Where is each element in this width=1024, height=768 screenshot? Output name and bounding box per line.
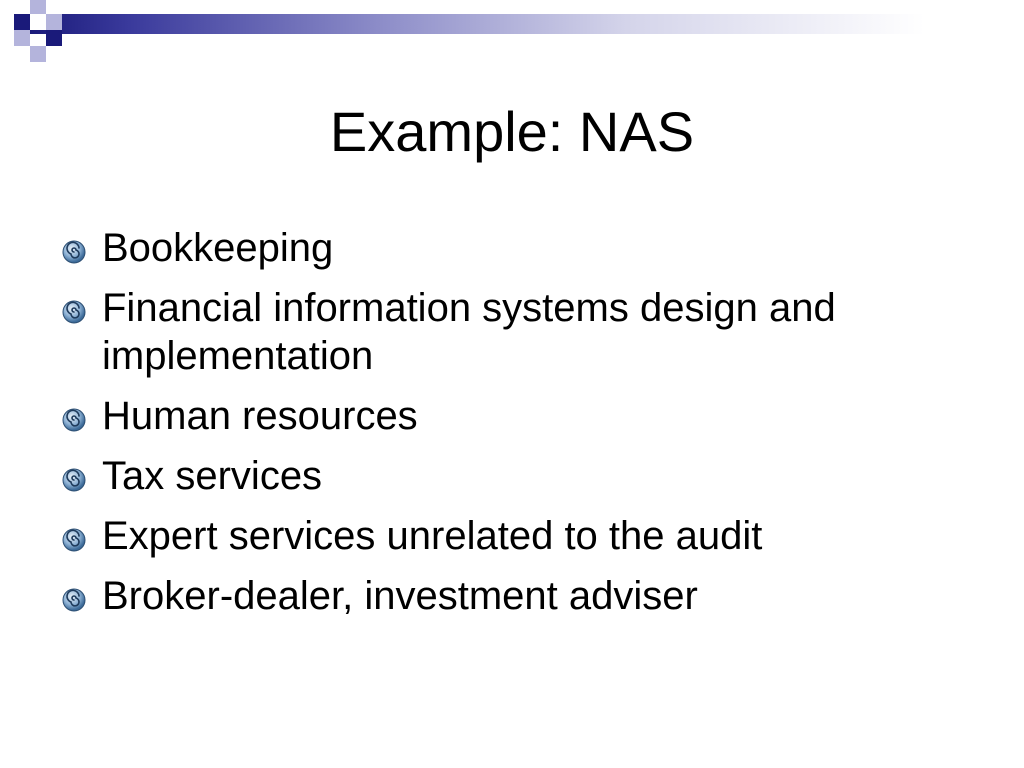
deco-square	[14, 14, 30, 30]
swirl-bullet-icon	[60, 526, 88, 554]
deco-square	[14, 30, 30, 46]
deco-square	[30, 46, 46, 62]
swirl-bullet-icon	[60, 466, 88, 494]
header-decoration	[0, 0, 1024, 64]
header-gradient-bar	[30, 14, 1024, 34]
bullet-item	[60, 572, 980, 620]
deco-square	[46, 14, 62, 30]
swirl-bullet-icon	[60, 406, 88, 434]
slide-title: Example: NAS	[329, 100, 695, 163]
bullet-text: Human resources	[102, 394, 418, 438]
bullet-text: Bookkeeping	[102, 226, 334, 270]
bullet-item	[60, 512, 980, 560]
bullet-item	[60, 224, 980, 272]
bullet-item	[60, 452, 980, 500]
bullet-text: Broker-dealer, investment adviser	[102, 574, 698, 618]
bullet-text: Expert services unrelated to the audit	[102, 514, 763, 558]
swirl-bullet-icon	[60, 586, 88, 614]
bullet-item	[60, 284, 980, 380]
bullet-list	[60, 224, 980, 632]
bullet-item	[60, 392, 980, 440]
bullet-text: Tax services	[102, 454, 323, 498]
deco-square	[30, 14, 46, 30]
swirl-bullet-icon	[60, 238, 88, 266]
swirl-bullet-icon	[60, 298, 88, 326]
bullet-text: Financial information systems design and implementation	[102, 286, 836, 378]
deco-square	[46, 30, 62, 46]
